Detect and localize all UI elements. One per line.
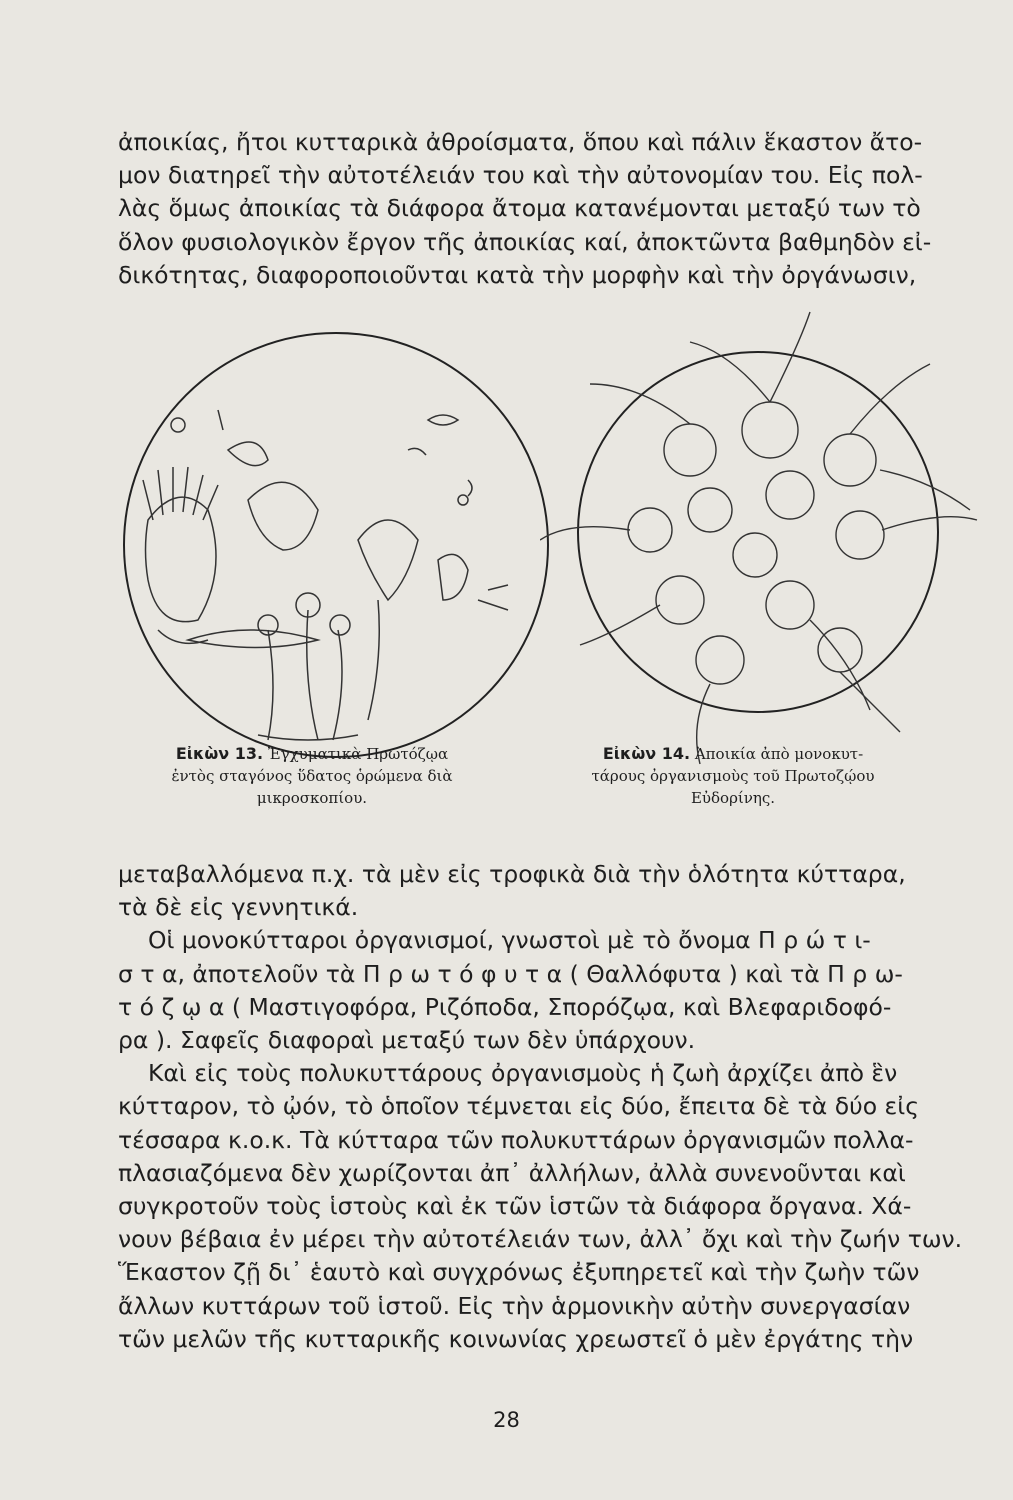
- figure-label: Εἰκὼν 13.: [175, 744, 264, 763]
- text-line: μον διατηρεῖ τὴν αὐτοτέλειάν του καὶ τὴν αὐτονομίαν του. Εἰς πολ-: [118, 161, 923, 190]
- figure-13-caption: [112, 743, 512, 809]
- text-line: νουν βέβαια ἐν μέρει τὴν αὐτοτέλειάν των, ἀλλ᾽ ὄχι καὶ τὴν ζωήν των.: [118, 1225, 963, 1254]
- text-line: τὰ δὲ εἰς γεννητικά.: [118, 893, 359, 922]
- figure-14-eudorina-colony-illustration: [540, 300, 980, 770]
- text-line: συγκροτοῦν τοὺς ἱστοὺς καὶ ἐκ τῶν ἱστῶν τὰ διάφορα ὄργανα. Χά-: [118, 1192, 912, 1221]
- paragraph-bottom: [118, 858, 963, 1356]
- text-line: ἀποικίας, ἤτοι κυτταρικὰ ἀθροίσματα, ὅπου καὶ πάλιν ἕκαστον ἄτο-: [118, 128, 923, 156]
- text-line: μεταβαλλόμενα π.χ. τὰ μὲν εἰς τροφικὰ διὰ τὴν ὁλότητα κύτταρα,: [118, 860, 906, 888]
- text-line: σ τ α, ἀποτελοῦν τὰ Π ρ ω τ ό φ υ τ α ( Θαλλόφυτα ) καὶ τὰ Π ρ ω-: [118, 959, 903, 988]
- caption-text: ἐντὸς σταγόνος ὕδατος ὁρώμενα διὰ: [171, 767, 453, 785]
- text-line: ἄλλων κυττάρων τοῦ ἱστοῦ. Εἰς τὴν ἁρμονικὴν αὐτὴν συνεργασίαν: [118, 1291, 911, 1320]
- text-line: κύτταρον, τὸ ᾠόν, τὸ ὁποῖον τέμνεται εἰς δύο, ἔπειτα δὲ τὰ δύο εἰς: [118, 1092, 919, 1121]
- text-line: τέσσαρα κ.ο.κ. Τὰ κύτταρα τῶν πολυκυττάρων ὀργανισμῶν πολλα-: [118, 1125, 914, 1154]
- text-line: ρα ). Σαφεῖς διαφοραὶ μεταξύ των δὲν ὑπάρχουν.: [118, 1026, 696, 1055]
- caption-text: Ἐγχυματικὰ Πρωτόζῳα: [267, 745, 449, 763]
- text-line: τ ό ζ ῳ α ( Μαστιγοφόρα, Ριζόποδα, Σπορόζῳα, καὶ Βλεφαριδοφό-: [118, 992, 892, 1021]
- figure-13-protozoa-illustration: [108, 330, 563, 770]
- caption-text: μικροσκοπίου.: [256, 789, 368, 807]
- text-line: πλασιαζόμενα δὲν χωρίζονται ἀπ᾽ ἀλλήλων, ἀλλὰ συνενοῦνται καὶ: [118, 1158, 906, 1187]
- text-line: δικότητας, διαφοροποιοῦνται κατὰ τὴν μορφὴν καὶ τὴν ὀργάνωσιν,: [118, 260, 917, 289]
- text-line: Ἕκαστον ζῇ δι᾽ ἑαυτὸ καὶ συγχρόνως ἐξυπηρετεῖ καὶ τὴν ζωὴν τῶν: [118, 1258, 920, 1287]
- text-line: ὅλον φυσιολογικὸν ἔργον τῆς ἀποικίας καί, ἀποκτῶντα βαθμηδὸν εἰ-: [118, 227, 932, 256]
- paragraph-top: [118, 126, 944, 292]
- caption-text: τάρους ὀργανισμοὺς τοῦ Πρωτοζῴου: [591, 767, 875, 785]
- page-number: 28: [493, 1408, 520, 1432]
- text-line: Καὶ εἰς τοὺς πολυκυττάρους ὀργανισμοὺς ἡ ζωὴ ἀρχίζει ἀπὸ ἓν: [148, 1059, 898, 1088]
- text-line: τῶν μελῶν τῆς κυτταρικῆς κοινωνίας χρεωστεῖ ὁ μὲν ἐργάτης τὴν: [118, 1324, 914, 1353]
- text-line: λὰς ὅμως ἀποικίας τὰ διάφορα ἄτομα κατανέμονται μεταξύ των τὸ: [118, 194, 921, 223]
- caption-text: Εὐδορίνης.: [690, 789, 776, 807]
- caption-text: Ἀποικία ἀπὸ μονοκυτ-: [694, 745, 864, 763]
- figure-label: Εἰκὼν 14.: [602, 744, 691, 763]
- figure-14-caption: [548, 743, 918, 809]
- text-line: Οἱ μονοκύτταροι ὀργανισμοί, γνωστοὶ μὲ τὸ ὄνομα Π ρ ώ τ ι-: [148, 926, 871, 955]
